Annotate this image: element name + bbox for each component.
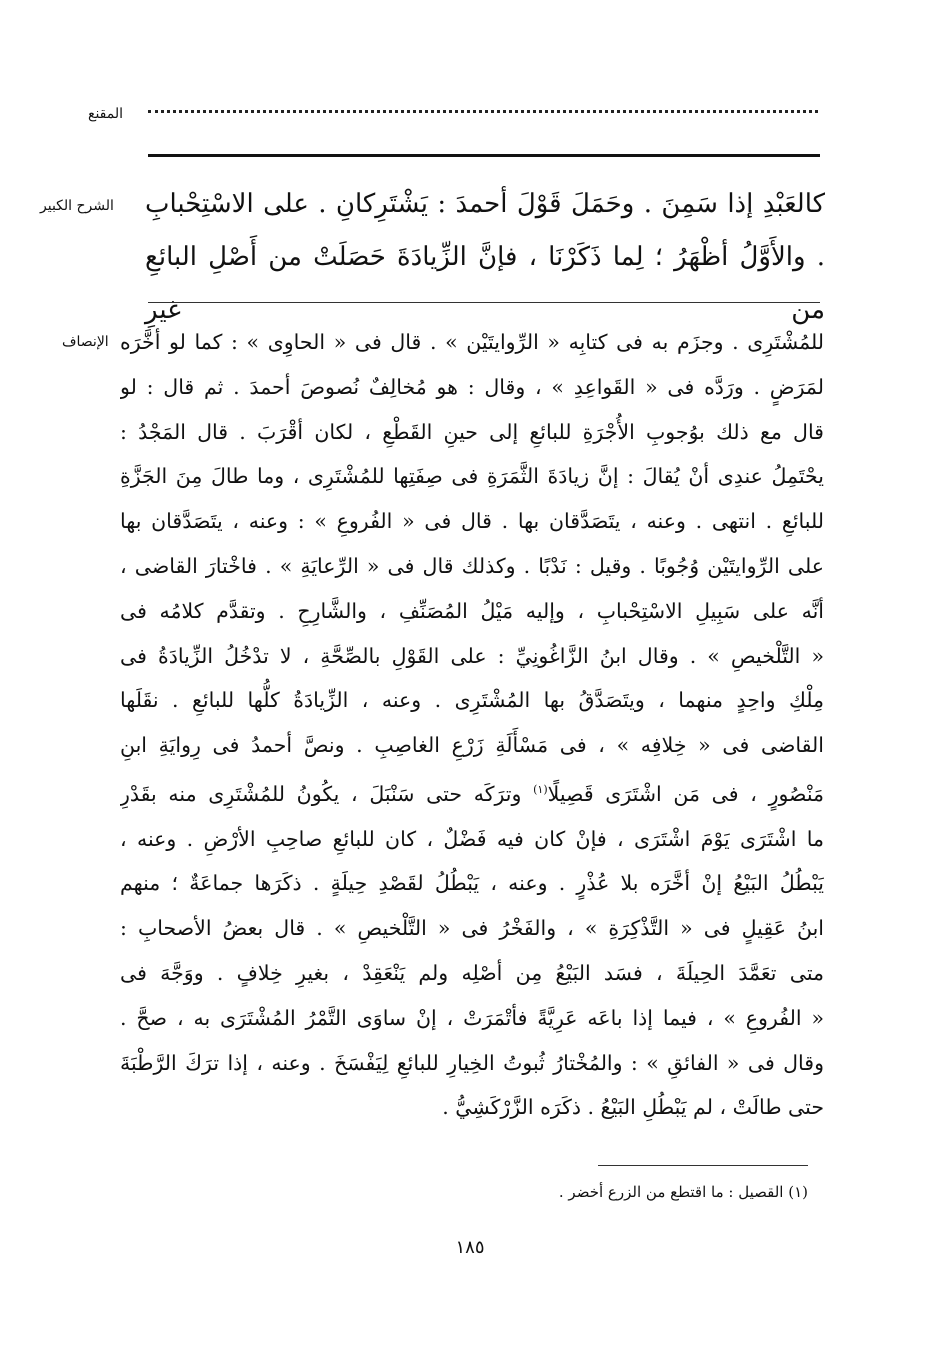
insaf-line: القاضى فى « خِلافِه » ، فى مَسْأَلَةِ زَرْعِ الغاصِبِ . ونصَّ أحمدُ فى رِوايَةِ ابنِ	[120, 733, 824, 758]
insaf-line: وقال فى « الفائقِ » : والمُخْتارُ ثُبوتُ الخِيارِ للبائعِ لِيَفْسَخَ . وعنه ، إذا ترَكَ الرَّطْبَةَ	[120, 1050, 824, 1075]
footnote-divider	[598, 1165, 808, 1166]
footnote: (١) القصيل : ما اقتطع من الزرع أخضر .	[558, 1183, 808, 1201]
footnote-marker: (١)	[533, 782, 548, 796]
insaf-line: للبائعِ . انتهى . وعنه ، يتَصَدَّقان بها . قال فى « الفُروعِ » : وعنه ، يتَصَدَّقان بها	[120, 509, 824, 534]
label-muqni: المقنع	[88, 106, 124, 122]
insaf-line: على الرِّوايتَيْن وُجُوبًا . وقيل : نَدْبًا . وكذلك قال فى « الرِّعايَةِ » . فاخْتارَ القاضى ،	[120, 553, 824, 578]
insaf-line: « الفُروعِ » ، فيما إذا باعَه عَرِيَّةً فأتْمَرَتْ ، إنْ ساوَى التَّمْرُ المُشْتَرَى به ، صحَّ .	[120, 1005, 824, 1030]
insaf-line-start: مَنْصُورٍ ، فى مَن اشْتَرَى قَصِيلًا	[547, 781, 824, 806]
insaf-line: قال مع ذلك بوُجوبِ الأُجْرَةِ للبائعِ إلى حينِ القَطْعِ ، لكان أقْرَبَ . قال المَجْدُ :	[120, 419, 824, 444]
muqni-placeholder-dots	[148, 110, 818, 113]
insaf-line: متى تعَمَّدَ الحِيلَةَ ، فسَد البَيْعُ مِن أصْلِه ولم يَنْعَقِدْ ، بغيرِ خِلافٍ . ووَجَّهَ فى	[120, 960, 824, 985]
insaf-line-end: وترَكَه حتى سَنْبَلَ ، يكُونُ للمُشْتَرِى منه بقَدْرِ	[120, 781, 522, 806]
insaf-line: يَبْطُلُ البَيْعُ إنْ أخَّرَه بلا عُذْرٍ . وعنه ، يَبْطُلُ لقَصْدِ حِيلَةٍ . ذكَرَها جماعَةٌ ؛ منهم	[120, 871, 824, 896]
page-number: ١٨٥	[455, 1237, 485, 1258]
insaf-line: مِلْكِ واحِدٍ منهما ، ويتَصَدَّقُ بها المُشْتَرِى . وعنه ، الزِّيادَةُ كلُّها للبائعِ . نقَلَها	[120, 688, 824, 713]
insaf-text	[120, 320, 824, 1130]
insaf-line: يحْتَمِلُ عندِى أنْ يُقالَ : إنَّ زيادَةَ الثَّمَرَةِ فى صِفَتِها للمُشْتَرِى ، وما طالَ مِنَ الجَزَّةِ	[120, 464, 824, 489]
insaf-line: أنَّه على سَبِيلِ الاسْتِحْبابِ ، وإليه مَيْلُ المُصَنِّفِ ، والشَّارِحِ . وتقدَّم كلامُه فى	[120, 598, 824, 623]
section-divider-thin	[148, 302, 820, 303]
insaf-line: « التَّلْخيصِ » . وقال ابنُ الزَّاغُونِيِّ : على القَوْلِ بالصِّحَّةِ ، لا تدْخُلُ الزِّيادَةُ فى	[120, 643, 824, 668]
label-sharh: الشرح الكبير	[40, 198, 114, 214]
label-insaf: الإنصاف	[62, 334, 109, 350]
insaf-line-with-note	[120, 768, 824, 817]
insaf-line: ابنُ عَقِيلٍ فى « التَّذْكِرَةِ » ، والفَخْرُ فى « التَّلْخيصِ » . قال بعضُ الأصحابِ :	[120, 916, 824, 941]
insaf-line: حتى طالَتْ ، لم يَبْطُلِ البَيْعُ . ذكَرَه الزَّرْكَشِيُّ .	[442, 1095, 824, 1120]
insaf-line: لمَرَضٍ . ورَدَّه فى « القَواعِدِ » ، وقال : هو مُخالِفٌ نُصوصَ أحمدَ . ثم قال : لو	[120, 374, 824, 399]
insaf-line: ما اشْتَرَى يَوْمَ اشْتَرَى ، فإنْ كان فيه فَضْلٌ ، كان للبائعِ صاحِبِ الأرْضِ . وعنه ،	[120, 826, 824, 851]
insaf-line: للمُشْتَرِى . وجزَم به فى كتابِه « الرِّوايتَيْن » . قال فى « الحاوِى » : كما لو أخَّرَه	[120, 330, 824, 354]
sharh-text: كالعَبْدِ إذا سَمِنَ . وحَمَلَ قَوْلَ أحمدَ : يَشْتَرِكانِ . على الاسْتِحْبابِ . والأَوَّلُ أظْهَرُ ؛ لِما ذَكَرْنَا ، فإنَّ الزِّيادَةَ حَصَلَتْ من أَصْلِ البائعِ من غيرِ	[145, 189, 825, 325]
section-divider-thick	[148, 154, 820, 157]
